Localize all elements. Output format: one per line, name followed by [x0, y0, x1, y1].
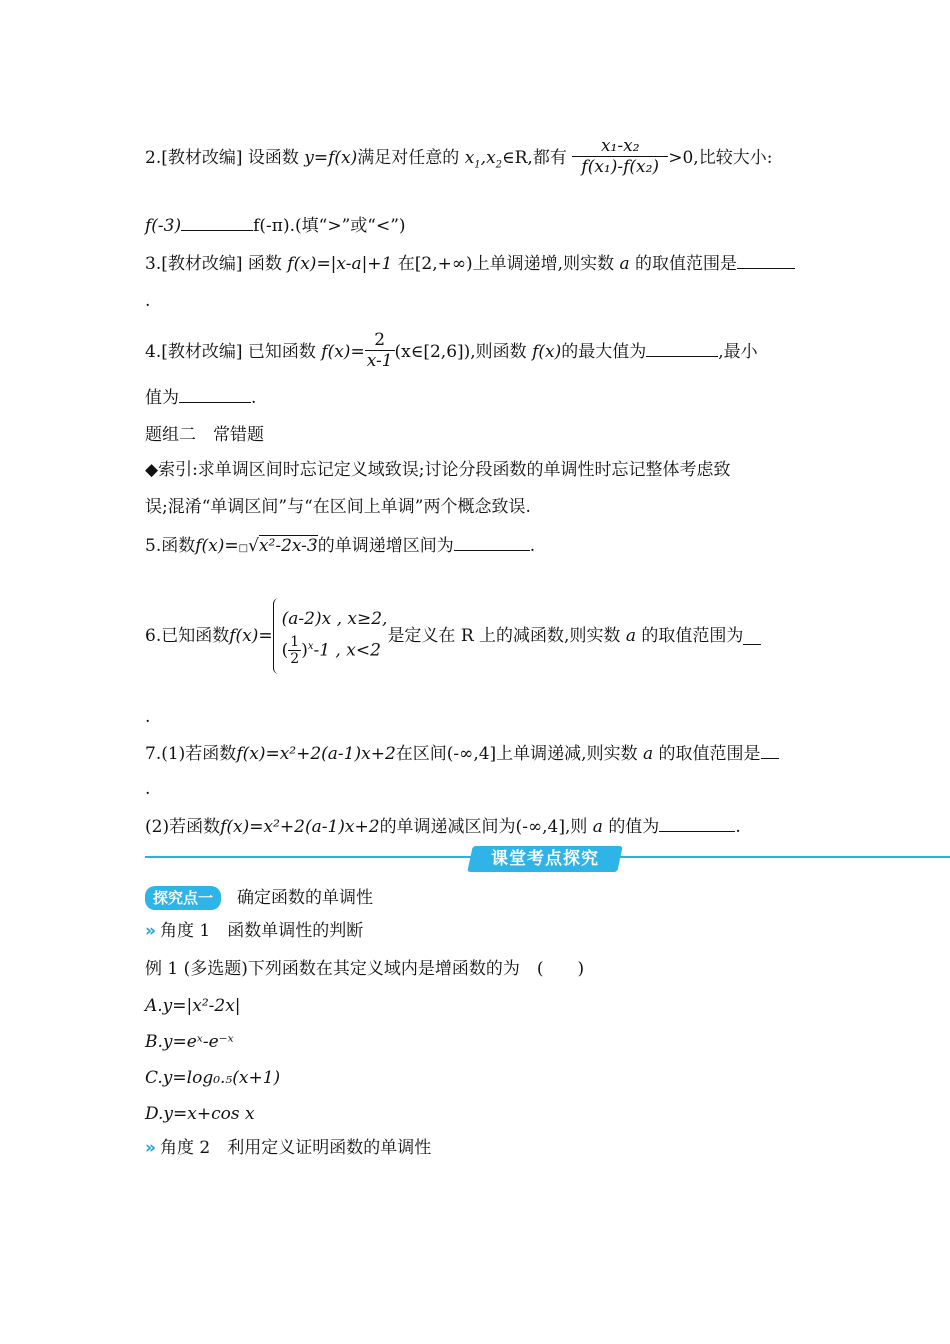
q7-p1-tail: . [145, 779, 151, 799]
q3-rest2: 的取值范围是 [635, 254, 738, 274]
q6-half-den: 2 [290, 651, 300, 668]
q4-fn2: f(x) [532, 342, 562, 362]
q2-compare-right: f(-π).(填“>”或“<”) [253, 216, 406, 236]
angle2-label: 角度 2 利用定义证明函数的单调性 [159, 1138, 432, 1158]
q2-frac-den: f(x₁)-f(x₂) [581, 157, 660, 177]
q2-answer-blank[interactable] [181, 214, 253, 231]
q4-max-blank[interactable] [646, 340, 718, 357]
q7-p1-answer-blank[interactable] [761, 742, 779, 759]
option-d: D.y=x+cos x [145, 1104, 255, 1124]
q2-mid: 满足对任意的 [357, 148, 460, 168]
q2-in-r: ∈R,都有 [502, 148, 567, 168]
q7-p2-rest2: 的值为 [608, 817, 660, 837]
q7-p2-expr: f(x)=x²+2(a-1)x+2 [220, 817, 380, 837]
q5-answer-blank[interactable] [454, 534, 530, 551]
q7-p1-rest2: 的取值范围是 [658, 744, 761, 764]
example1-stem: 例 1 (多选题)下列函数在其定义域内是增函数的为 ( ) [145, 959, 585, 979]
q6-var-a: a [620, 626, 642, 646]
section-banner-label: 课堂考点探究 [491, 849, 599, 869]
q3-prefix: 3.[教材改编] 函数 [145, 254, 282, 274]
q6-half-num: 1 [290, 634, 300, 651]
q7-p2-prefix: (2)若函数 [145, 817, 221, 837]
angle1-header [145, 920, 363, 942]
group2-title: 题组二 常错题 [145, 425, 264, 445]
q4-fraction [365, 330, 395, 371]
angle1-label: 角度 1 函数单调性的判断 [159, 921, 364, 941]
q2-prefix: 2.[教材改编] 设函数 [145, 148, 299, 168]
q2-compare-left: f(-3) [145, 216, 182, 236]
q4-rest2: 的最大值为 [561, 342, 647, 362]
option-b: B.y=eˣ-e⁻ˣ [145, 1032, 234, 1052]
q2-vars: $x_1,x_2$ [464, 148, 503, 171]
q4-line2 [145, 386, 256, 409]
q4-rest3: ,最小 [718, 342, 758, 362]
q4-min-label: 值为 [145, 388, 179, 408]
q4-frac-num: 2 [365, 330, 395, 351]
q5-radicand: x²-2x-3 [258, 536, 318, 556]
q7-p2-rest: 的单调递减区间为(-∞,4],则 [379, 817, 588, 837]
banner-rule-left [145, 856, 475, 858]
q6-answer-blank[interactable] [743, 628, 761, 645]
option-a: A.y=|x²-2x| [145, 996, 241, 1016]
q6-case2: ( $\frac{1}{2}$ )$^x$-1 , x<2 [281, 634, 381, 668]
q6-fn: f(x)= [229, 626, 273, 646]
section-banner [467, 846, 623, 872]
option-c: C.y=log₀.₅(x+1) [145, 1068, 281, 1088]
q7-part2 [145, 815, 741, 838]
q3-answer-blank[interactable] [737, 252, 795, 269]
q6-tail: . [145, 707, 151, 727]
q3-expr: f(x)=|x-a|+1 [287, 254, 393, 274]
q7-p1-var-a: a [637, 744, 659, 764]
q6-half [288, 634, 301, 667]
q7-p2-var-a: a [587, 817, 609, 837]
angle2-header [145, 1137, 431, 1159]
q6-case1: (a-2)x , x≥2, [281, 608, 388, 629]
double-chevron-icon-2: » [145, 1138, 156, 1158]
q5-line [145, 534, 535, 560]
radical-index-icon: □ [238, 543, 249, 554]
brace-icon [273, 598, 282, 674]
point-title: 确定函数的单调性 [237, 888, 374, 908]
radical-sign-icon: √ [248, 536, 259, 556]
q2-fn: y=f(x) [304, 148, 358, 168]
banner-rule-right [615, 856, 950, 858]
q5-fn: f(x)= [195, 536, 239, 556]
q3-rest: 在[2,+∞)上单调递增,则实数 [397, 254, 615, 274]
q3-line1 [145, 252, 795, 275]
q3-tail: . [145, 291, 151, 311]
q6-rest2: 的取值范围为 [641, 626, 744, 646]
index-line2: 误;混淆“单调区间”与“在区间上单调”两个概念致误. [145, 497, 531, 517]
q5-end: . [529, 536, 536, 556]
index-line1: ◆索引:求单调区间时忘记定义域致误;讨论分段函数的单调性时忘记整体考虑致 [145, 460, 731, 480]
q7-part1 [145, 742, 779, 765]
double-chevron-icon: » [145, 921, 156, 941]
q2-frac-num: x₁-x₂ [572, 136, 668, 157]
q5-prefix: 5.函数 [145, 536, 196, 556]
q4-line1 [145, 330, 758, 371]
q7-p1-expr: f(x)=x²+2(a-1)x+2 [236, 744, 396, 764]
q4-rest: (x∈[2,6]),则函数 [394, 342, 527, 362]
piecewise-brace [273, 598, 282, 674]
q2-line2 [145, 214, 406, 237]
q5-rest: 的单调递增区间为 [317, 536, 454, 556]
q7-p2-end: . [735, 817, 741, 837]
q7-p1-prefix: 7.(1)若函数 [145, 744, 237, 764]
q4-fn: f(x)= [321, 342, 365, 362]
q6-case2-rest: -1 , x<2 [313, 640, 381, 661]
q6-prefix: 6.已知函数 [145, 626, 230, 646]
point-badge: 探究点一 [145, 886, 221, 910]
q4-min-blank[interactable] [179, 386, 251, 403]
q7-p1-rest: 在区间(-∞,4]上单调递减,则实数 [395, 744, 638, 764]
point-header [145, 886, 373, 910]
q4-prefix: 4.[教材改编] 已知函数 [145, 342, 316, 362]
q7-p2-answer-blank[interactable] [659, 815, 735, 832]
q2-suffix: >0,比较大小: [668, 148, 773, 168]
q2-fraction [572, 136, 668, 177]
q4-frac-den: x-1 [366, 351, 393, 371]
piecewise-cases [282, 605, 388, 668]
q6-rest: 是定义在 R 上的减函数,则实数 [387, 626, 621, 646]
q3-var-a: a [619, 254, 630, 274]
q6-line [145, 598, 761, 674]
q2-line1 [145, 136, 773, 177]
q4-end: . [251, 388, 257, 408]
